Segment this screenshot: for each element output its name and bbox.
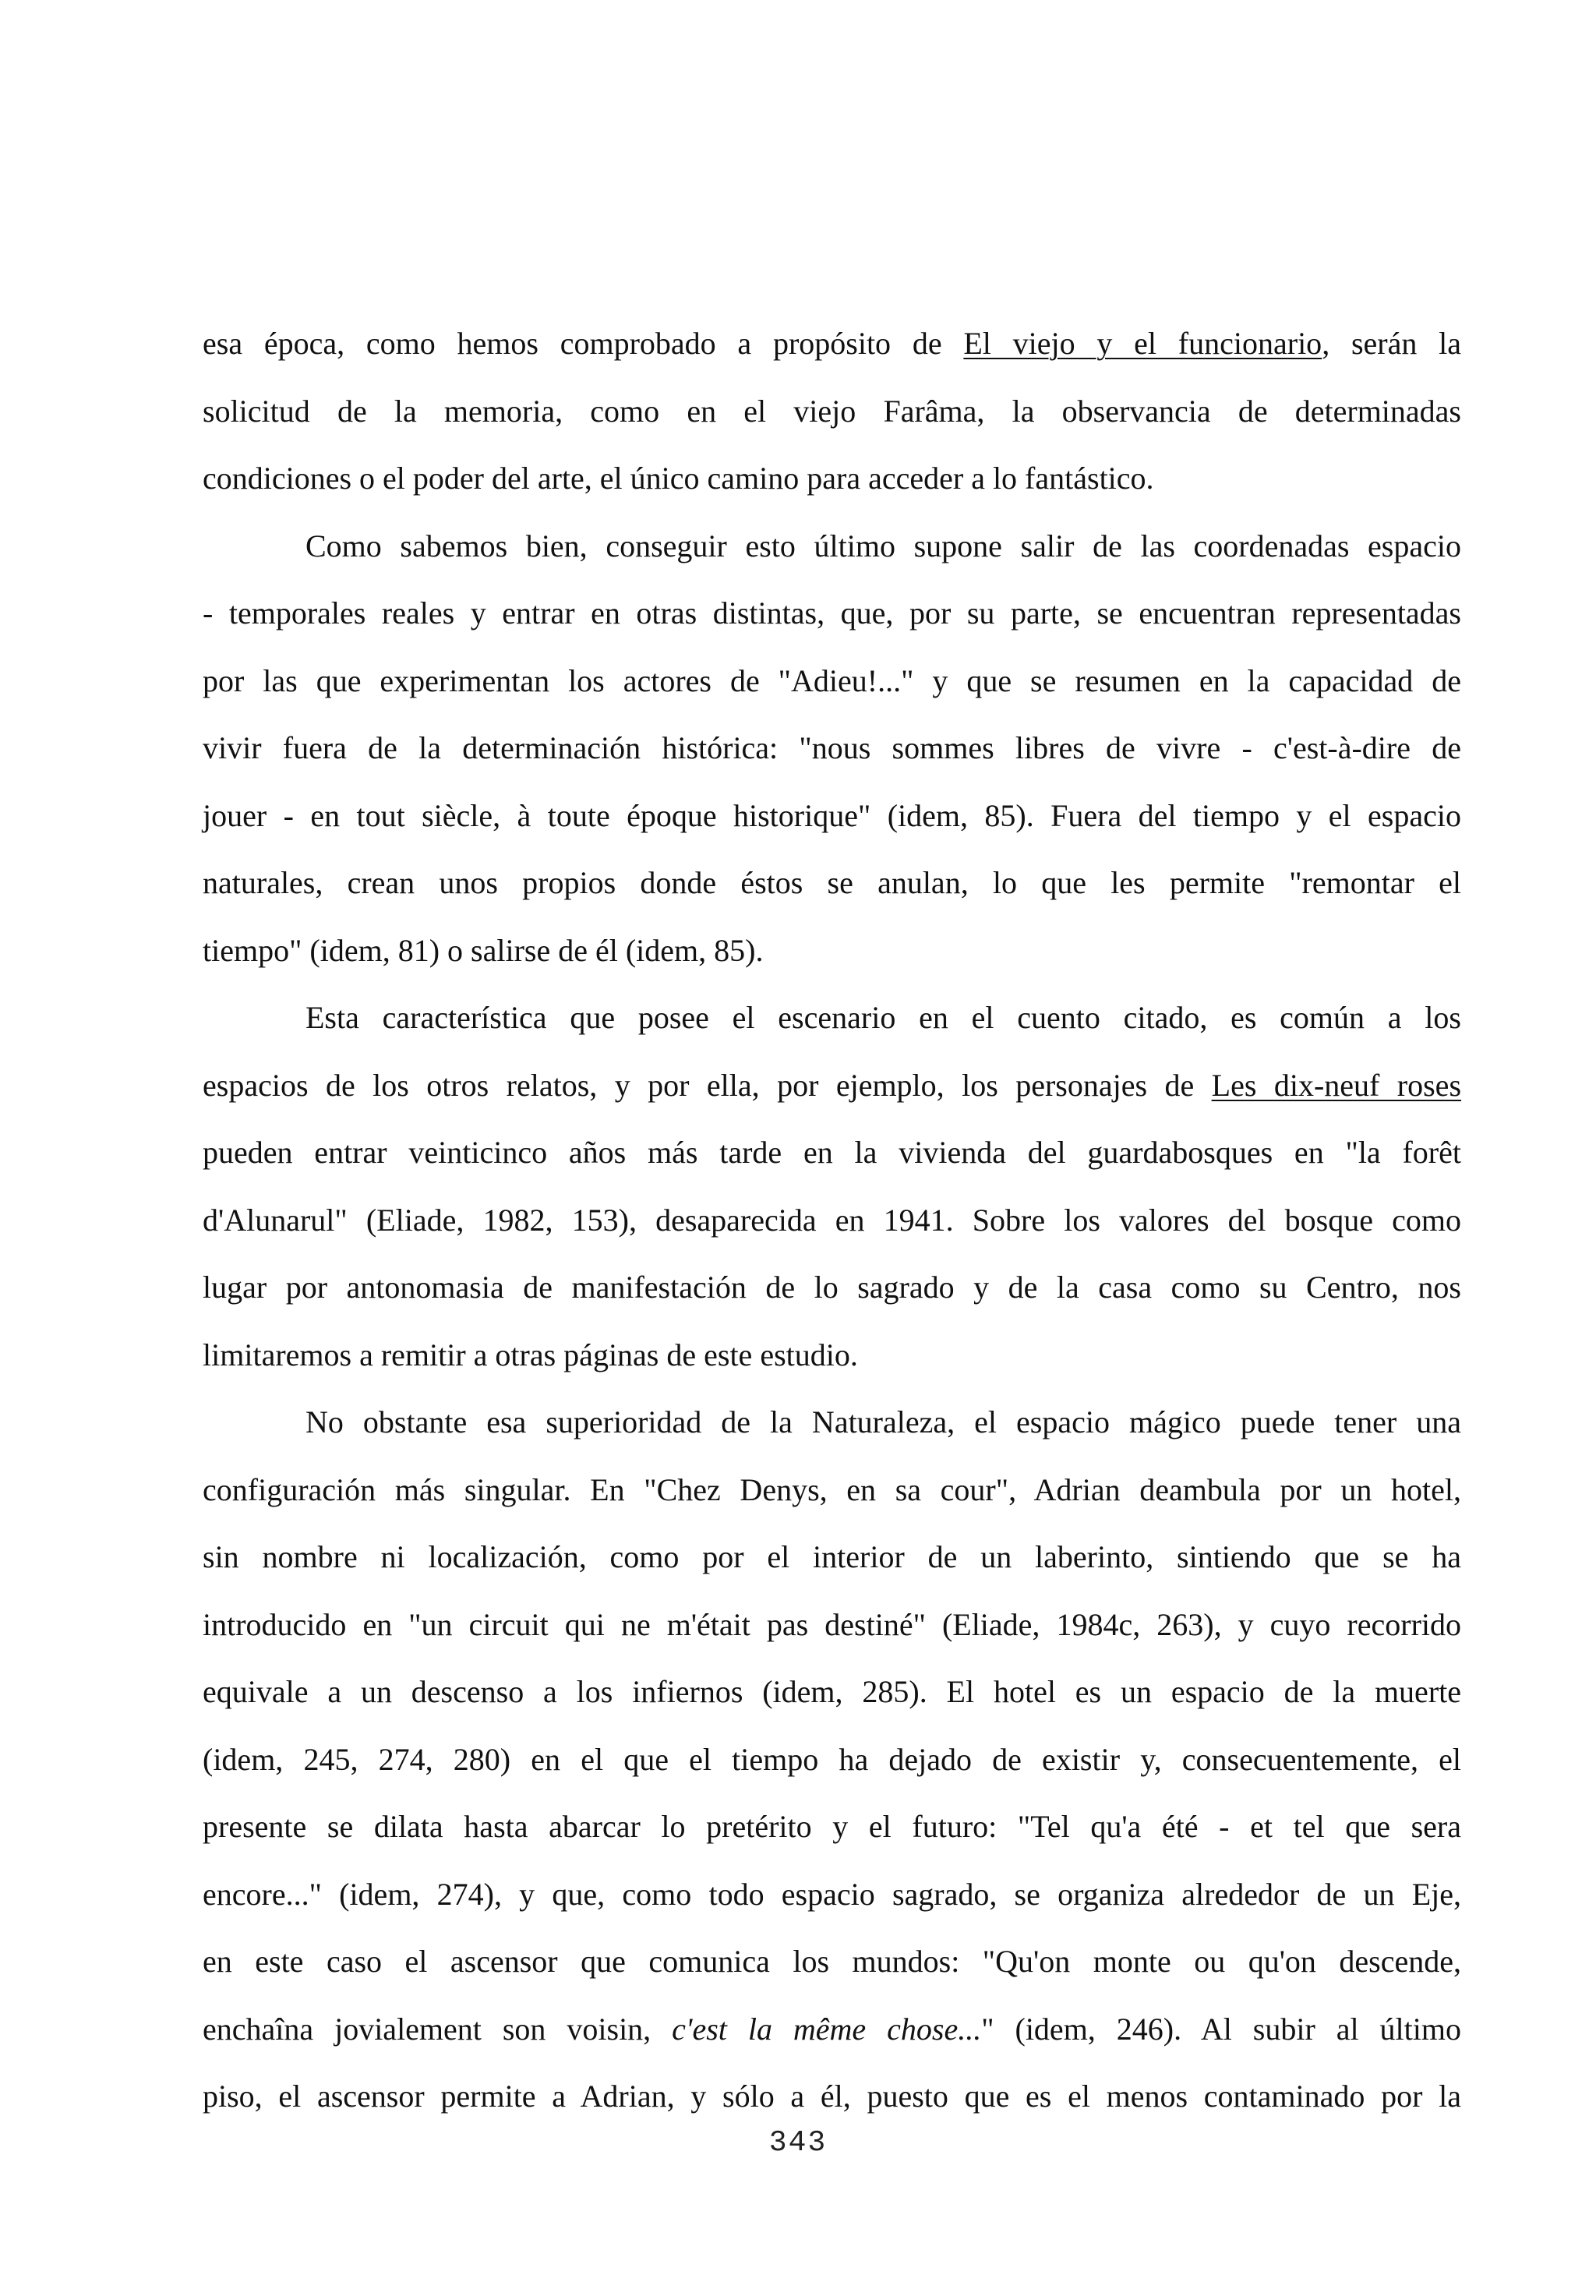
text-line bbox=[203, 378, 1461, 446]
text-run: (idem, 245, 274, 280) en el que el tiempo ha dejado de existir y, consecuentemente, el bbox=[203, 1741, 1461, 1777]
text-line bbox=[203, 648, 1461, 715]
paragraph bbox=[203, 513, 1461, 985]
text-line bbox=[203, 1254, 1461, 1322]
text-line bbox=[203, 1187, 1461, 1255]
text-line bbox=[203, 580, 1461, 648]
text-run: introducido en "un circuit qui ne m'était pas destiné" (Eliade, 1984c, 263), y cuyo recorrido bbox=[203, 1606, 1461, 1642]
text-run: Como sabemos bien, conseguir esto último supone salir de las coordenadas espacio bbox=[305, 528, 1461, 563]
text-run: Esta característica que posee el escenario en el cuento citado, es común a los bbox=[305, 1000, 1461, 1035]
text-run: en este caso el ascensor que comunica los mundos: "Qu'on monte ou qu'on descende, bbox=[203, 1944, 1461, 1979]
text-run: vivir fuera de la determinación histórica: "nous sommes libres de vivre - c'est-à-dire de bbox=[203, 730, 1461, 765]
body-text bbox=[203, 310, 1461, 2131]
text-run: , serán la bbox=[1322, 326, 1461, 361]
text-line bbox=[203, 1052, 1461, 1120]
text-line bbox=[203, 1591, 1461, 1659]
text-line bbox=[203, 917, 1461, 985]
text-run: jouer - en tout siècle, à toute époque historique" (idem, 85). Fuera del tiempo y el espacio bbox=[203, 797, 1461, 833]
paragraph bbox=[203, 1389, 1461, 2131]
text-run: pueden entrar veinticinco años más tarde en la vivienda del guardabosques en "la forêt bbox=[203, 1135, 1461, 1170]
text-run: por las que experimentan los actores de "Adieu!..." y que se resumen en la capacidad de bbox=[203, 662, 1461, 698]
text-run: " (idem, 246). Al subir al último bbox=[981, 2011, 1461, 2047]
text-line bbox=[203, 1996, 1461, 2064]
text-run: enchaîna jovialement son voisin, bbox=[203, 2011, 673, 2047]
text-line bbox=[203, 1726, 1461, 1794]
text-line bbox=[203, 1658, 1461, 1726]
text-line bbox=[203, 715, 1461, 782]
paragraph bbox=[203, 310, 1461, 513]
text-run: configuración más singular. En "Chez Denys, en sa cour", Adrian deambula por un hotel, bbox=[203, 1471, 1461, 1507]
text-run: encore..." (idem, 274), y que, como todo espacio sagrado, se organiza alrededor de un Eje, bbox=[203, 1876, 1461, 1912]
paragraph bbox=[203, 984, 1461, 1389]
text-run: equivale a un descenso a los infiernos (idem, 285). El hotel es un espacio de la muerte bbox=[203, 1674, 1461, 1709]
text-line bbox=[203, 1119, 1461, 1187]
text-run: espacios de los otros relatos, y por ella, por ejemplo, los personajes de bbox=[203, 1067, 1212, 1103]
text-line bbox=[203, 1861, 1461, 1929]
text-line bbox=[203, 1793, 1461, 1861]
text-line bbox=[203, 1457, 1461, 1524]
text-line bbox=[203, 445, 1461, 513]
text-run: lugar por antonomasia de manifestación de lo sagrado y de la casa como su Centro, nos bbox=[203, 1270, 1461, 1305]
italic-quote: c'est la même chose... bbox=[672, 2011, 982, 2047]
text-run: piso, el ascensor permite a Adrian, y sólo a él, puesto que es el menos contaminado por la bbox=[203, 2079, 1461, 2114]
text-line bbox=[203, 1524, 1461, 1591]
text-run: - temporales reales y entrar en otras distintas, que, por su parte, se encuentran representadas bbox=[203, 595, 1461, 631]
text-run: esa época, como hemos comprobado a propósito de bbox=[203, 326, 964, 361]
text-line bbox=[203, 310, 1461, 378]
text-line bbox=[203, 984, 1461, 1052]
text-line bbox=[203, 1389, 1461, 1457]
text-run: presente se dilata hasta abarcar lo pretérito y el futuro: "Tel qu'a été - et tel que sera bbox=[203, 1809, 1461, 1844]
text-run: tiempo" (idem, 81) o salirse de él (idem, 85). bbox=[203, 932, 764, 968]
text-run: sin nombre ni localización, como por el interior de un laberinto, sintiendo que se ha bbox=[203, 1539, 1461, 1574]
text-run: solicitud de la memoria, como en el viejo Farâma, la observancia de determinadas bbox=[203, 393, 1461, 429]
text-line bbox=[203, 1928, 1461, 1996]
text-line bbox=[203, 782, 1461, 850]
page-number: 343 bbox=[768, 2126, 828, 2160]
text-run: limitaremos a remitir a otras páginas de este estudio. bbox=[203, 1337, 858, 1372]
text-run: naturales, crean unos propios donde éstos se anulan, lo que les permite "remontar el bbox=[203, 865, 1461, 900]
underlined-title: El viejo y el funcionario bbox=[963, 326, 1322, 361]
text-line bbox=[203, 1322, 1461, 1390]
text-run: d'Alunarul" (Eliade, 1982, 153), desaparecida en 1941. Sobre los valores del bosque como bbox=[203, 1202, 1461, 1238]
text-line bbox=[203, 850, 1461, 917]
text-run: condiciones o el poder del arte, el único camino para acceder a lo fantástico. bbox=[203, 461, 1154, 496]
underlined-title: Les dix-neuf roses bbox=[1211, 1067, 1462, 1103]
text-run: No obstante esa superioridad de la Naturaleza, el espacio mágico puede tener una bbox=[305, 1404, 1461, 1439]
text-line bbox=[203, 513, 1461, 581]
text-line bbox=[203, 2063, 1461, 2131]
